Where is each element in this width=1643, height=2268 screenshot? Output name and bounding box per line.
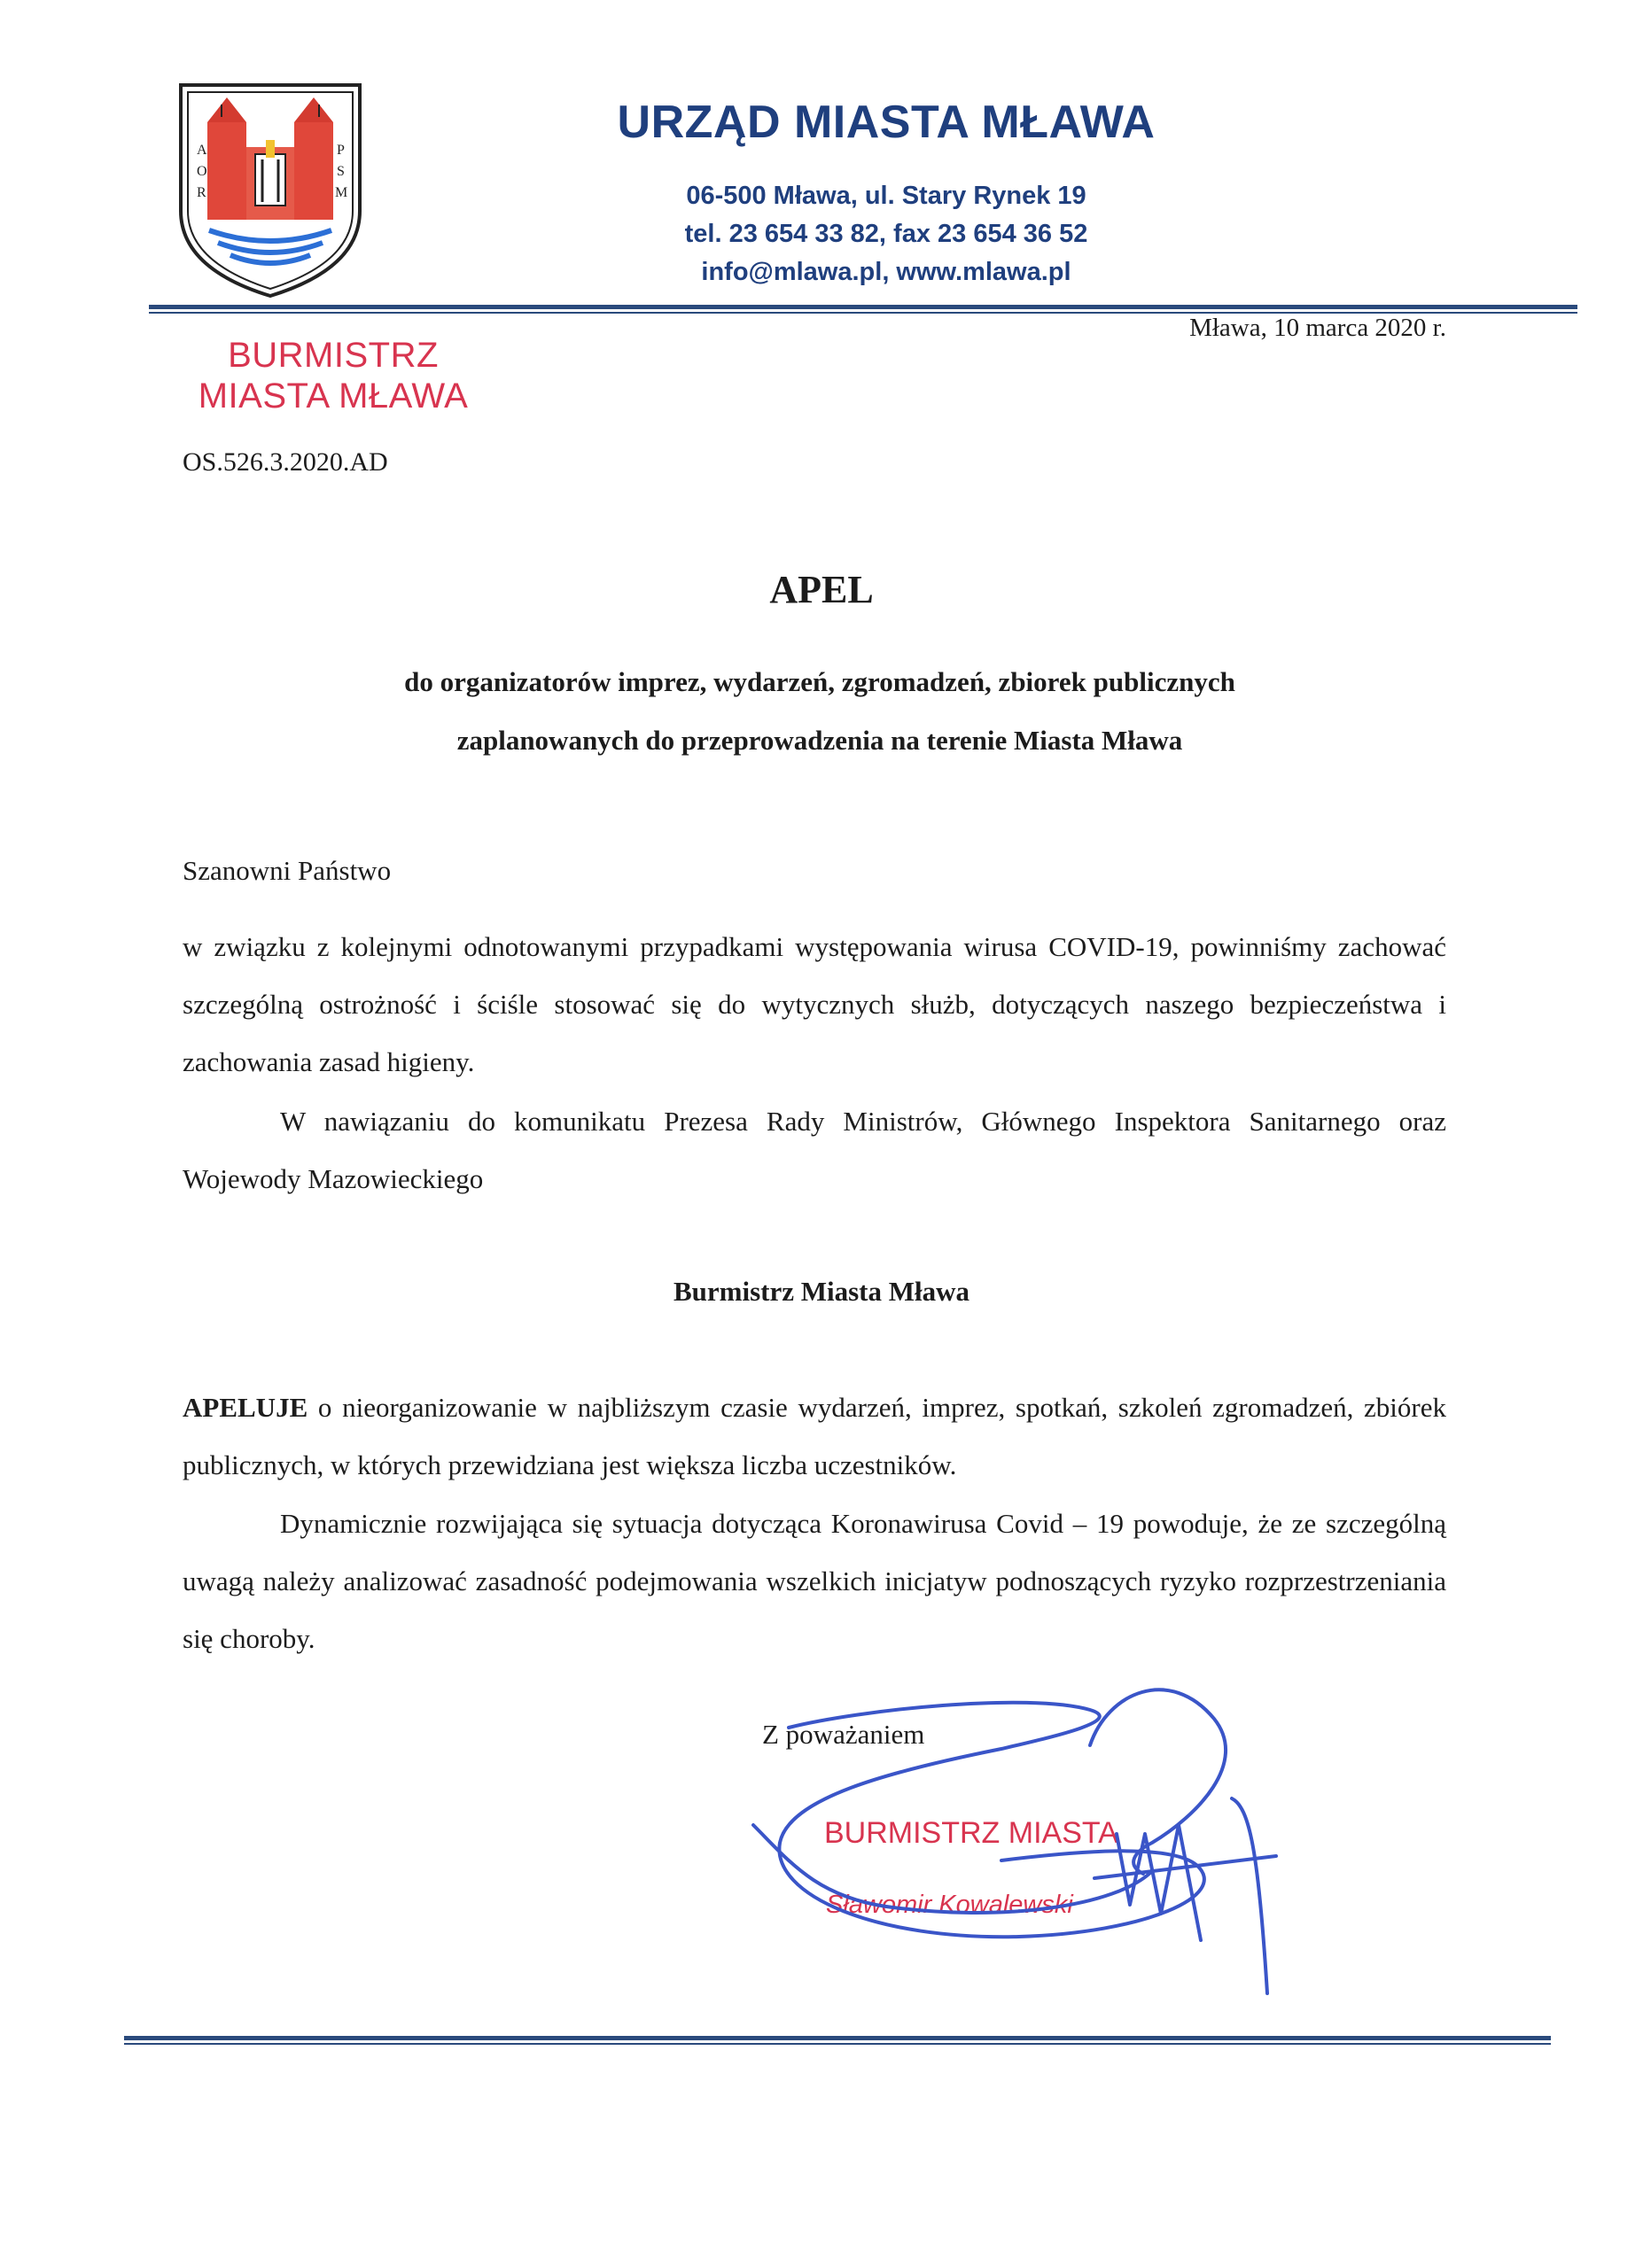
issuer-block bbox=[174, 335, 493, 416]
svg-text:S: S bbox=[337, 164, 345, 179]
svg-text:M: M bbox=[335, 185, 348, 200]
handwritten-signature bbox=[736, 1674, 1303, 2020]
office-name: URZĄD MIASTA MŁAWA bbox=[617, 97, 1156, 148]
office-phone-fax: tel. 23 654 33 82, fax 23 654 36 52 bbox=[684, 220, 1088, 248]
reference-number: OS.526.3.2020.AD bbox=[183, 447, 388, 477]
stamp-name: Sławomir Kowalewski bbox=[826, 1891, 1073, 1919]
svg-text:A: A bbox=[197, 143, 207, 158]
paragraph-2: W nawiązaniu do komunikatu Prezesa Rady Ministrów, Głównego Inspektora Sanitarnego oraz Wojewody Mazowieckiego bbox=[183, 1106, 1446, 1194]
salutation: Szanowni Państwo bbox=[183, 855, 392, 886]
footer-divider bbox=[124, 2036, 1551, 2045]
office-address: 06-500 Mława, ul. Stary Rynek 19 bbox=[686, 182, 1086, 210]
stamp-title: BURMISTRZ MIASTA bbox=[824, 1816, 1118, 1850]
office-contacts: info@mlawa.pl, www.mlawa.pl bbox=[701, 258, 1071, 286]
appeal-word: APELUJE bbox=[183, 1392, 308, 1423]
issuer-line-2: MIASTA MŁAWA bbox=[198, 377, 469, 416]
paragraph-3 bbox=[183, 1379, 1446, 1494]
paragraph-1: w związku z kolejnymi odnotowanymi przypadkami występowania wirusa COVID-19, powinniśmy zachować szczególną ostrożność i ściśle stosować się do wytycznych służb, dotyczących naszego bezpieczeństwa i zachowania zasad higieny. bbox=[183, 931, 1446, 1077]
header-divider bbox=[149, 305, 1577, 314]
city-crest-icon bbox=[174, 78, 367, 301]
svg-text:P: P bbox=[337, 143, 345, 158]
subtitle-line-2: zaplanowanych do przeprowadzenia na terenie Miasta Mława bbox=[456, 725, 1183, 756]
subtitle-line-1: do organizatorów imprez, wydarzeń, zgromadzeń, zbiorek publicznych bbox=[404, 666, 1235, 697]
paragraph-4: Dynamicznie rozwijająca się sytuacja dotycząca Koronawirusa Covid – 19 powoduje, że ze szczególną uwagą należy analizować zasadność podejmowania wszelkich inicjatyw podnoszących ryzyko rozprzestrzeniania się choroby. bbox=[183, 1508, 1446, 1654]
paragraph-3-text: o nieorganizowanie w najbliższym czasie wydarzeń, imprez, spotkań, szkoleń zgromadzeń, zbiórek publicznych, w których przewidziana jest większa liczba uczestników. bbox=[183, 1392, 1446, 1480]
letter-title: APEL bbox=[769, 568, 874, 611]
signer-heading: Burmistrz Miasta Mława bbox=[673, 1276, 970, 1307]
letter-date: Mława, 10 marca 2020 r. bbox=[1189, 314, 1446, 342]
closing-phrase: Z poważaniem bbox=[762, 1719, 925, 1750]
svg-text:O: O bbox=[197, 164, 207, 179]
svg-text:R: R bbox=[197, 185, 206, 200]
issuer-line-1: BURMISTRZ bbox=[228, 336, 439, 375]
